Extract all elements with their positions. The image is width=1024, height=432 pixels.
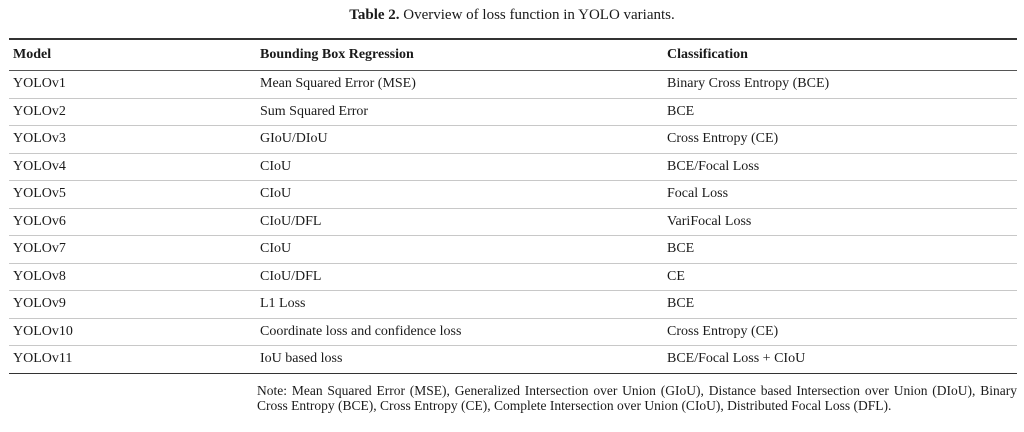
cell-bbox: Coordinate loss and confidence loss (256, 318, 663, 346)
cell-bbox: CIoU (256, 181, 663, 209)
cell-model: YOLOv10 (9, 318, 256, 346)
cell-model: YOLOv2 (9, 98, 256, 126)
header-bbox-regression: Bounding Box Regression (256, 39, 663, 71)
cell-classification: Cross Entropy (CE) (663, 126, 1017, 154)
cell-model: YOLOv7 (9, 236, 256, 264)
cell-classification: BCE (663, 236, 1017, 264)
table-caption (0, 6, 1024, 24)
caption-text: Overview of loss function in YOLO variants. (399, 7, 675, 23)
header-model: Model (9, 39, 256, 71)
loss-function-table (9, 38, 1017, 374)
header-classification: Classification (663, 39, 1017, 71)
table-row (9, 181, 1017, 209)
cell-model: YOLOv6 (9, 208, 256, 236)
cell-model: YOLOv5 (9, 181, 256, 209)
cell-model: YOLOv1 (9, 71, 256, 99)
cell-model: YOLOv3 (9, 126, 256, 154)
table-row (9, 318, 1017, 346)
cell-bbox: Sum Squared Error (256, 98, 663, 126)
cell-bbox: Mean Squared Error (MSE) (256, 71, 663, 99)
cell-classification: BCE (663, 98, 1017, 126)
cell-bbox: CIoU (256, 153, 663, 181)
table-row (9, 98, 1017, 126)
cell-classification: BCE/Focal Loss (663, 153, 1017, 181)
table-row (9, 263, 1017, 291)
cell-model: YOLOv8 (9, 263, 256, 291)
table-row (9, 126, 1017, 154)
table-row (9, 236, 1017, 264)
cell-bbox: L1 Loss (256, 291, 663, 319)
cell-bbox: IoU based loss (256, 346, 663, 374)
cell-bbox: CIoU/DFL (256, 208, 663, 236)
cell-classification: Cross Entropy (CE) (663, 318, 1017, 346)
cell-classification: Binary Cross Entropy (BCE) (663, 71, 1017, 99)
cell-classification: VariFocal Loss (663, 208, 1017, 236)
cell-classification: CE (663, 263, 1017, 291)
table-row (9, 153, 1017, 181)
cell-bbox: GIoU/DIoU (256, 126, 663, 154)
cell-classification: BCE/Focal Loss + CIoU (663, 346, 1017, 374)
cell-model: YOLOv4 (9, 153, 256, 181)
cell-bbox: CIoU (256, 236, 663, 264)
cell-bbox: CIoU/DFL (256, 263, 663, 291)
table-row (9, 346, 1017, 374)
table-row (9, 208, 1017, 236)
cell-classification: BCE (663, 291, 1017, 319)
table-row (9, 291, 1017, 319)
cell-model: YOLOv11 (9, 346, 256, 374)
cell-classification: Focal Loss (663, 181, 1017, 209)
table-row (9, 71, 1017, 99)
table-header-row (9, 39, 1017, 71)
table-note: Note: Mean Squared Error (MSE), Generalized Intersection over Union (GIoU), Distance based Intersection over Union (DIoU), Binary Cross Entropy (BCE), Cross Entropy (CE), Complete Intersection over Union (CIoU), Distributed Focal Loss (DFL). (257, 383, 1017, 413)
cell-model: YOLOv9 (9, 291, 256, 319)
caption-label: Table 2. (349, 7, 400, 23)
